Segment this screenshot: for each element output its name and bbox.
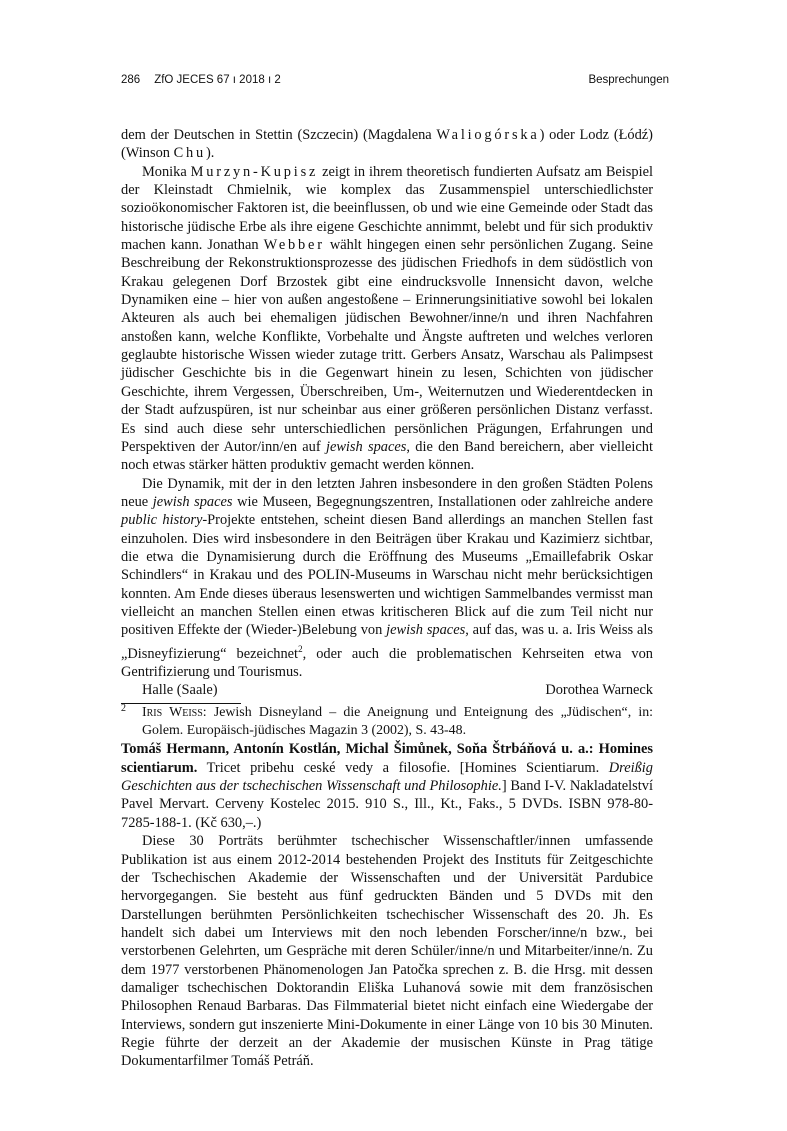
journal-info: ZfO JECES 67 ı 2018 ı 2 bbox=[154, 74, 281, 86]
page-number: 286 bbox=[121, 74, 141, 86]
review-signoff bbox=[121, 681, 653, 699]
running-header bbox=[121, 74, 669, 92]
author-name: Waliogórska bbox=[436, 127, 540, 143]
footnote: 2 Iris Weiss: Jewish Disneyland – die Aneignung und Enteignung des „Jüdischen“, in: Golem. Europäisch-jüdisches Magazin 3 (2002), S. 43-48. bbox=[121, 704, 653, 740]
author-name: Chu bbox=[173, 145, 206, 162]
reviewer-place: Halle (Saale) bbox=[142, 682, 218, 699]
body-text bbox=[121, 126, 653, 1071]
italic-term: jewish spaces bbox=[152, 493, 233, 510]
review-bibliography: Tomáš Hermann, Antonín Kostlán, Michal Šimůnek, Soňa Štrbáňová u. a.: Homines scientiarum. Tricet pribehu ceské vedy a filosofie. [Homines Scientiarum. Dreißig Geschichten aus der tschechischen Wissenschaft und Philosophie.] Band I-V. Nakladatelství Pavel Mervart. Cerveny Kostelec 2015. 910 S., Ill., Kt., Faks., 5 DVDs. ISBN 978-80-7285-188-1. (Kč 630,–.) bbox=[121, 741, 653, 831]
header-left bbox=[121, 74, 281, 86]
footnote-author: Iris Weiss bbox=[142, 705, 203, 721]
paragraph: Monika Murzyn-Kupisz zeigt in ihrem theoretisch fundierten Aufsatz am Beispiel der Kleinstadt Chmielnik, wie komplex das Zusammenspiel unterschiedlichster sozioökonomischer Faktoren ist, die beeinflussen, ob und wie eine Gemeinde oder Stadt das historische jüdische Erbe als ihre eigene Geschichte annimmt, belebt und für sich produktiv machen kann. Jonathan Webber wählt hingegen einen sehr persönlichen Zugang. Seine Beschreibung der Rekonstruktionsprozesse des jüdischen Friedhofs in dem südöstlich von Krakau gelegenen Dorf Brzostek gibt eine eindrucksvolle Innensicht davon, welche Dynamiken eine – hier von außen angestoßene – Erinnerungsinitiative sowohl bei lokalen Akteuren als auch bei ehemaligen jüdischen Bewohner/inne/n und ihren Nachfahren anstoßen kann, welche Konflikte, Vorbehalte und Ängste auftreten und welches verloren geglaubte historische Wissen wieder zutage tritt. Gerbers Ansatz, Warschau als Palimpsest jüdischer Geschichte bis in die Gegenwart hinein zu lesen, Schichten von jüdischer Geschichte, ihrem Vergessen, Überschreiben, Um-, Weiternutzen und Wiederentdecken in der Stadt aufzuspüren, ist nur scheinbar aus einer größeren persönlichen Distanz verfasst. Es sind auch diese sehr unterschiedlichen persönlichen Prägungen, Erfahrungen und Perspektiven der Autor/inn/en auf jewish spaces, die den Band bereichern, aber vielleicht noch etwas stärker hätten produktiv gemacht werden können. bbox=[121, 163, 654, 474]
author-name: Murzyn-Kupisz bbox=[190, 163, 319, 180]
section-title: Besprechungen bbox=[588, 74, 669, 86]
italic-term: jewish spaces bbox=[386, 622, 466, 639]
reviewer-name: Dorothea Warneck bbox=[545, 682, 653, 699]
paragraph: Die Dynamik, mit der in den letzten Jahren insbesondere in den großen Städten Polens neue jewish spaces wie Museen, Begegnungszentren, Installationen oder zahlreiche andere public history-Projekte entstehen, scheint diesen Band allerdings an manchen Stellen fast einzuholen. Dies wird insbesondere in den Beiträgen über Krakau und Kazimierz sichtbar, die etwa die Dynamisierung durch die Eröffnung des Museums „Emaillefabrik Oskar Schindlers“ in Krakau und des POLIN-Museums in Warschau nicht mehr berücksichtigen konnten. Am Ende dieses überaus lesenswerten und wichtigen Sammelbandes vermisst man vielleicht an manchen Stellen einen etwas kritischeren Blick auf die zum Teil nicht nur positiven Effekte der (Wieder-)Belebung von jewish spaces, auf das, was u. a. Iris Weiss als „Disneyfizierung“ bezeichnet$^2$, oder auch die problematischen Kehrseiten etwa von Gentrifizierung und Tourismus. bbox=[121, 475, 654, 680]
paragraph-continuation: dem der Deutschen in Stettin (Szczecin) (Magdalena Waliogórska) oder Lodz (Łódź) (Winson Chu). bbox=[121, 127, 653, 162]
footnote-ref[interactable]: 2 bbox=[298, 643, 303, 654]
paragraph: Diese 30 Porträts berühmter tschechischer Wissenschaftler/innen umfassende Publikation ist aus einem 2012-2014 bestehenden Projekt des Instituts für Zeitgeschichte der Tschechischen Akademie der Wissenschaften und der Universität Pardubice hervorgegangen. Sie besteht aus fünf gedruckten Bänden und 5 DVDs mit den Darstellungen berühmten Persönlichkeiten tschechischer Wissenschaft des 20. Jh. Es handelt sich dabei um Interviews mit den noch lebenden Forscher/inne/n bzw., bei verstorbenen Gelehrten, um Gespräche mit deren Schüler/inne/n und Mitarbeiter/inne/n. Zu dem 1977 verstorbenen Phänomenologen Jan Patočka sprechen z. B. die Hrsg. mit dessen damaliger tschechischen Doktorandin Eliška Luhanová sowie mit dem französischen Philosophen Renaud Barbaras. Das Filmmaterial bietet nicht einfach eine Wiedergabe der Interviews, sondern gut inszenierte Mini-Dokumente in einer Länge von 10 bis 30 Minuten. Regie führte der derzeit an der Akademie der musischen Künste in Prag tätige Dokumentarfilmer Tomáš Petráň. bbox=[121, 833, 653, 1070]
italic-term: public history bbox=[121, 512, 203, 529]
translated-title: Dreißig Geschichten aus der tschechischen Wissenschaft und Philosophie. bbox=[121, 759, 653, 795]
author-name: Webber bbox=[263, 237, 325, 254]
footnote-number: 2 bbox=[121, 703, 126, 715]
book-authors-title: Tomáš Hermann, Antonín Kostlán, Michal Šimůnek, Soňa Štrbáňová u. a.: Homines scientiarum. bbox=[121, 741, 653, 776]
italic-term: jewish spaces bbox=[325, 438, 407, 455]
